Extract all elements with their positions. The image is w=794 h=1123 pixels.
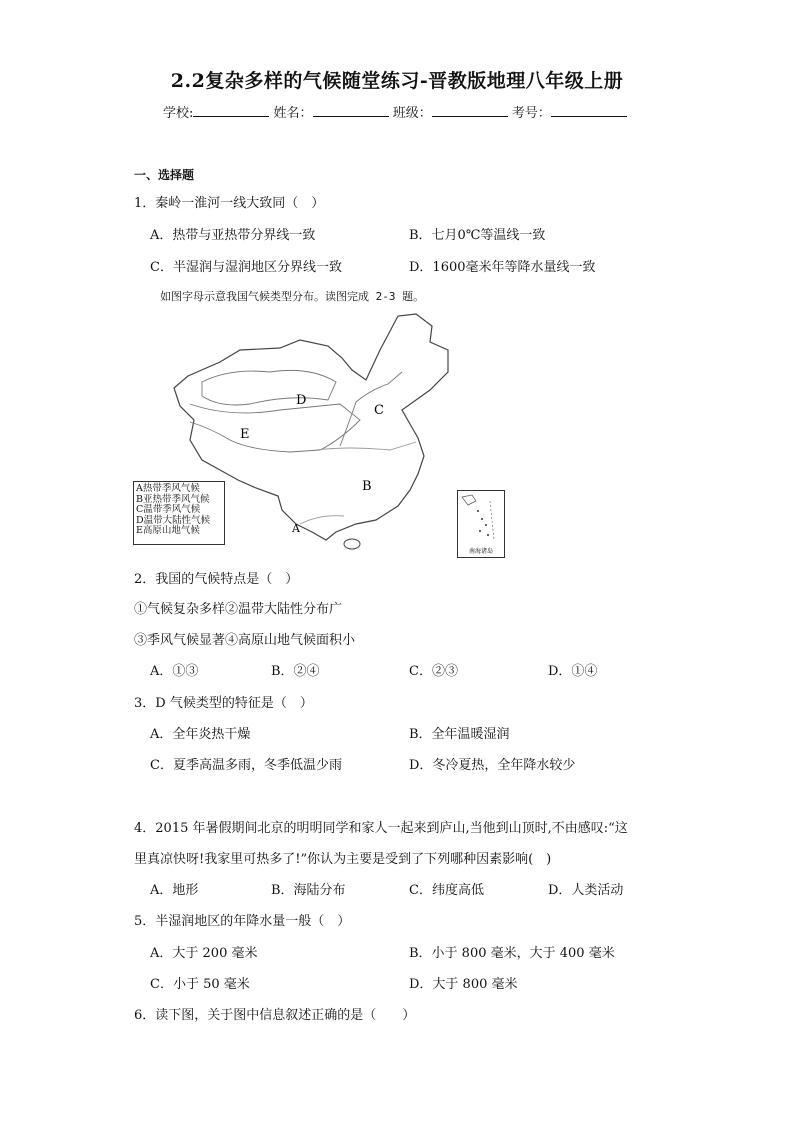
- question-5-stem: 5．半湿润地区的年降水量一般（ ）: [134, 914, 351, 929]
- class-label: 班级：: [392, 106, 432, 121]
- legend-item-d: D温带大陆性气候: [136, 514, 211, 526]
- legend-item-b: B亚热带季风气候: [136, 493, 210, 505]
- question-1-stem: 1．秦岭一淮河一线大致同（ ）: [134, 196, 325, 211]
- question-4-stem-line-1: 4．2015 年暑假期间北京的明明同学和家人一起来到庐山,当他到山顶时,不由感叹:“这: [134, 821, 628, 836]
- exam-number-label: 考号：: [511, 106, 551, 121]
- question-4-option-c[interactable]: C．纬度高低: [409, 883, 484, 898]
- question-1-option-a[interactable]: A．热带与亚热带分界线一致: [150, 228, 316, 243]
- name-blank[interactable]: [313, 104, 389, 117]
- name-label: 姓名：: [273, 106, 313, 121]
- question-5-option-a[interactable]: A．大于 200 毫米: [150, 946, 258, 961]
- exam-number-blank[interactable]: [551, 104, 627, 117]
- question-5-option-c[interactable]: C．小于 50 毫米: [150, 977, 250, 992]
- question-5-option-b[interactable]: B．小于 800 毫米，大于 400 毫米: [409, 946, 615, 961]
- question-1-option-c[interactable]: C．半湿润与湿润地区分界线一致: [150, 260, 342, 275]
- question-2-option-a[interactable]: A．①③: [150, 664, 199, 679]
- map-label-e: E: [240, 427, 250, 442]
- page-title: 2.2复杂多样的气候随堂练习-晋教版地理八年级上册: [170, 70, 624, 92]
- question-3-option-c[interactable]: C．夏季高温多雨，冬季低温少雨: [150, 758, 342, 773]
- question-6-stem: 6．读下图，关于图中信息叙述正确的是（ ）: [134, 1008, 416, 1023]
- question-3-stem: 3．D 气候类型的特征是（ ）: [134, 696, 313, 711]
- section-heading: 一、选择题: [134, 168, 195, 182]
- question-1-option-b[interactable]: B．七月0℃等温线一致: [409, 228, 546, 243]
- school-label: 学校:: [163, 106, 194, 121]
- class-blank[interactable]: [432, 104, 508, 117]
- map-label-d: D: [296, 393, 307, 408]
- question-3-option-b[interactable]: B．全年温暖湿润: [409, 727, 510, 742]
- question-3-option-d[interactable]: D．冬冷夏热，全年降水较少: [409, 758, 576, 773]
- question-4-option-d[interactable]: D．人类活动: [548, 883, 624, 898]
- hainan-island: [344, 539, 360, 549]
- question-2-option-b[interactable]: B．②④: [271, 664, 320, 679]
- question-2-stem: 2．我国的气候特点是（ ）: [134, 572, 299, 587]
- map-label-c: C: [374, 403, 384, 418]
- map-legend: [133, 481, 225, 545]
- question-2-option-c[interactable]: C．②③: [409, 664, 458, 679]
- student-info-line: [163, 102, 627, 121]
- question-5-option-d[interactable]: D．大于 800 毫米: [409, 977, 518, 992]
- map-caption: 如图字母示意我国气候类型分布。读图完成 2-3 题。: [160, 290, 425, 303]
- inset-label: 南海诸岛: [468, 548, 494, 555]
- south-china-sea-inset: [457, 490, 505, 558]
- question-4-option-b[interactable]: B．海陆分布: [271, 883, 346, 898]
- legend-item-c: C温带季风气候: [136, 504, 201, 516]
- question-2-statement-2: ③季风气候显著④高原山地气候面积小: [134, 633, 356, 648]
- question-2-statement-1: ①气候复杂多样②温带大陆性分布广: [134, 602, 343, 617]
- school-blank[interactable]: [193, 104, 269, 117]
- question-2-option-d[interactable]: D．①④: [548, 664, 598, 679]
- map-label-b: B: [362, 479, 372, 494]
- inset-map: [458, 491, 504, 557]
- legend-item-e: E高原山地气候: [136, 525, 200, 537]
- legend-item-a: A热带季风气候: [136, 483, 200, 494]
- map-label-a: A: [292, 522, 300, 535]
- question-4-option-a[interactable]: A．地形: [150, 883, 199, 898]
- question-1-option-d[interactable]: D．1600毫米年等降水量线一致: [409, 260, 596, 275]
- question-3-option-a[interactable]: A．全年炎热干燥: [150, 727, 251, 742]
- question-4-stem-line-2: 里真凉快呀!我家里可热多了!”你认为主要是受到了下列哪种因素影响( ): [134, 852, 552, 867]
